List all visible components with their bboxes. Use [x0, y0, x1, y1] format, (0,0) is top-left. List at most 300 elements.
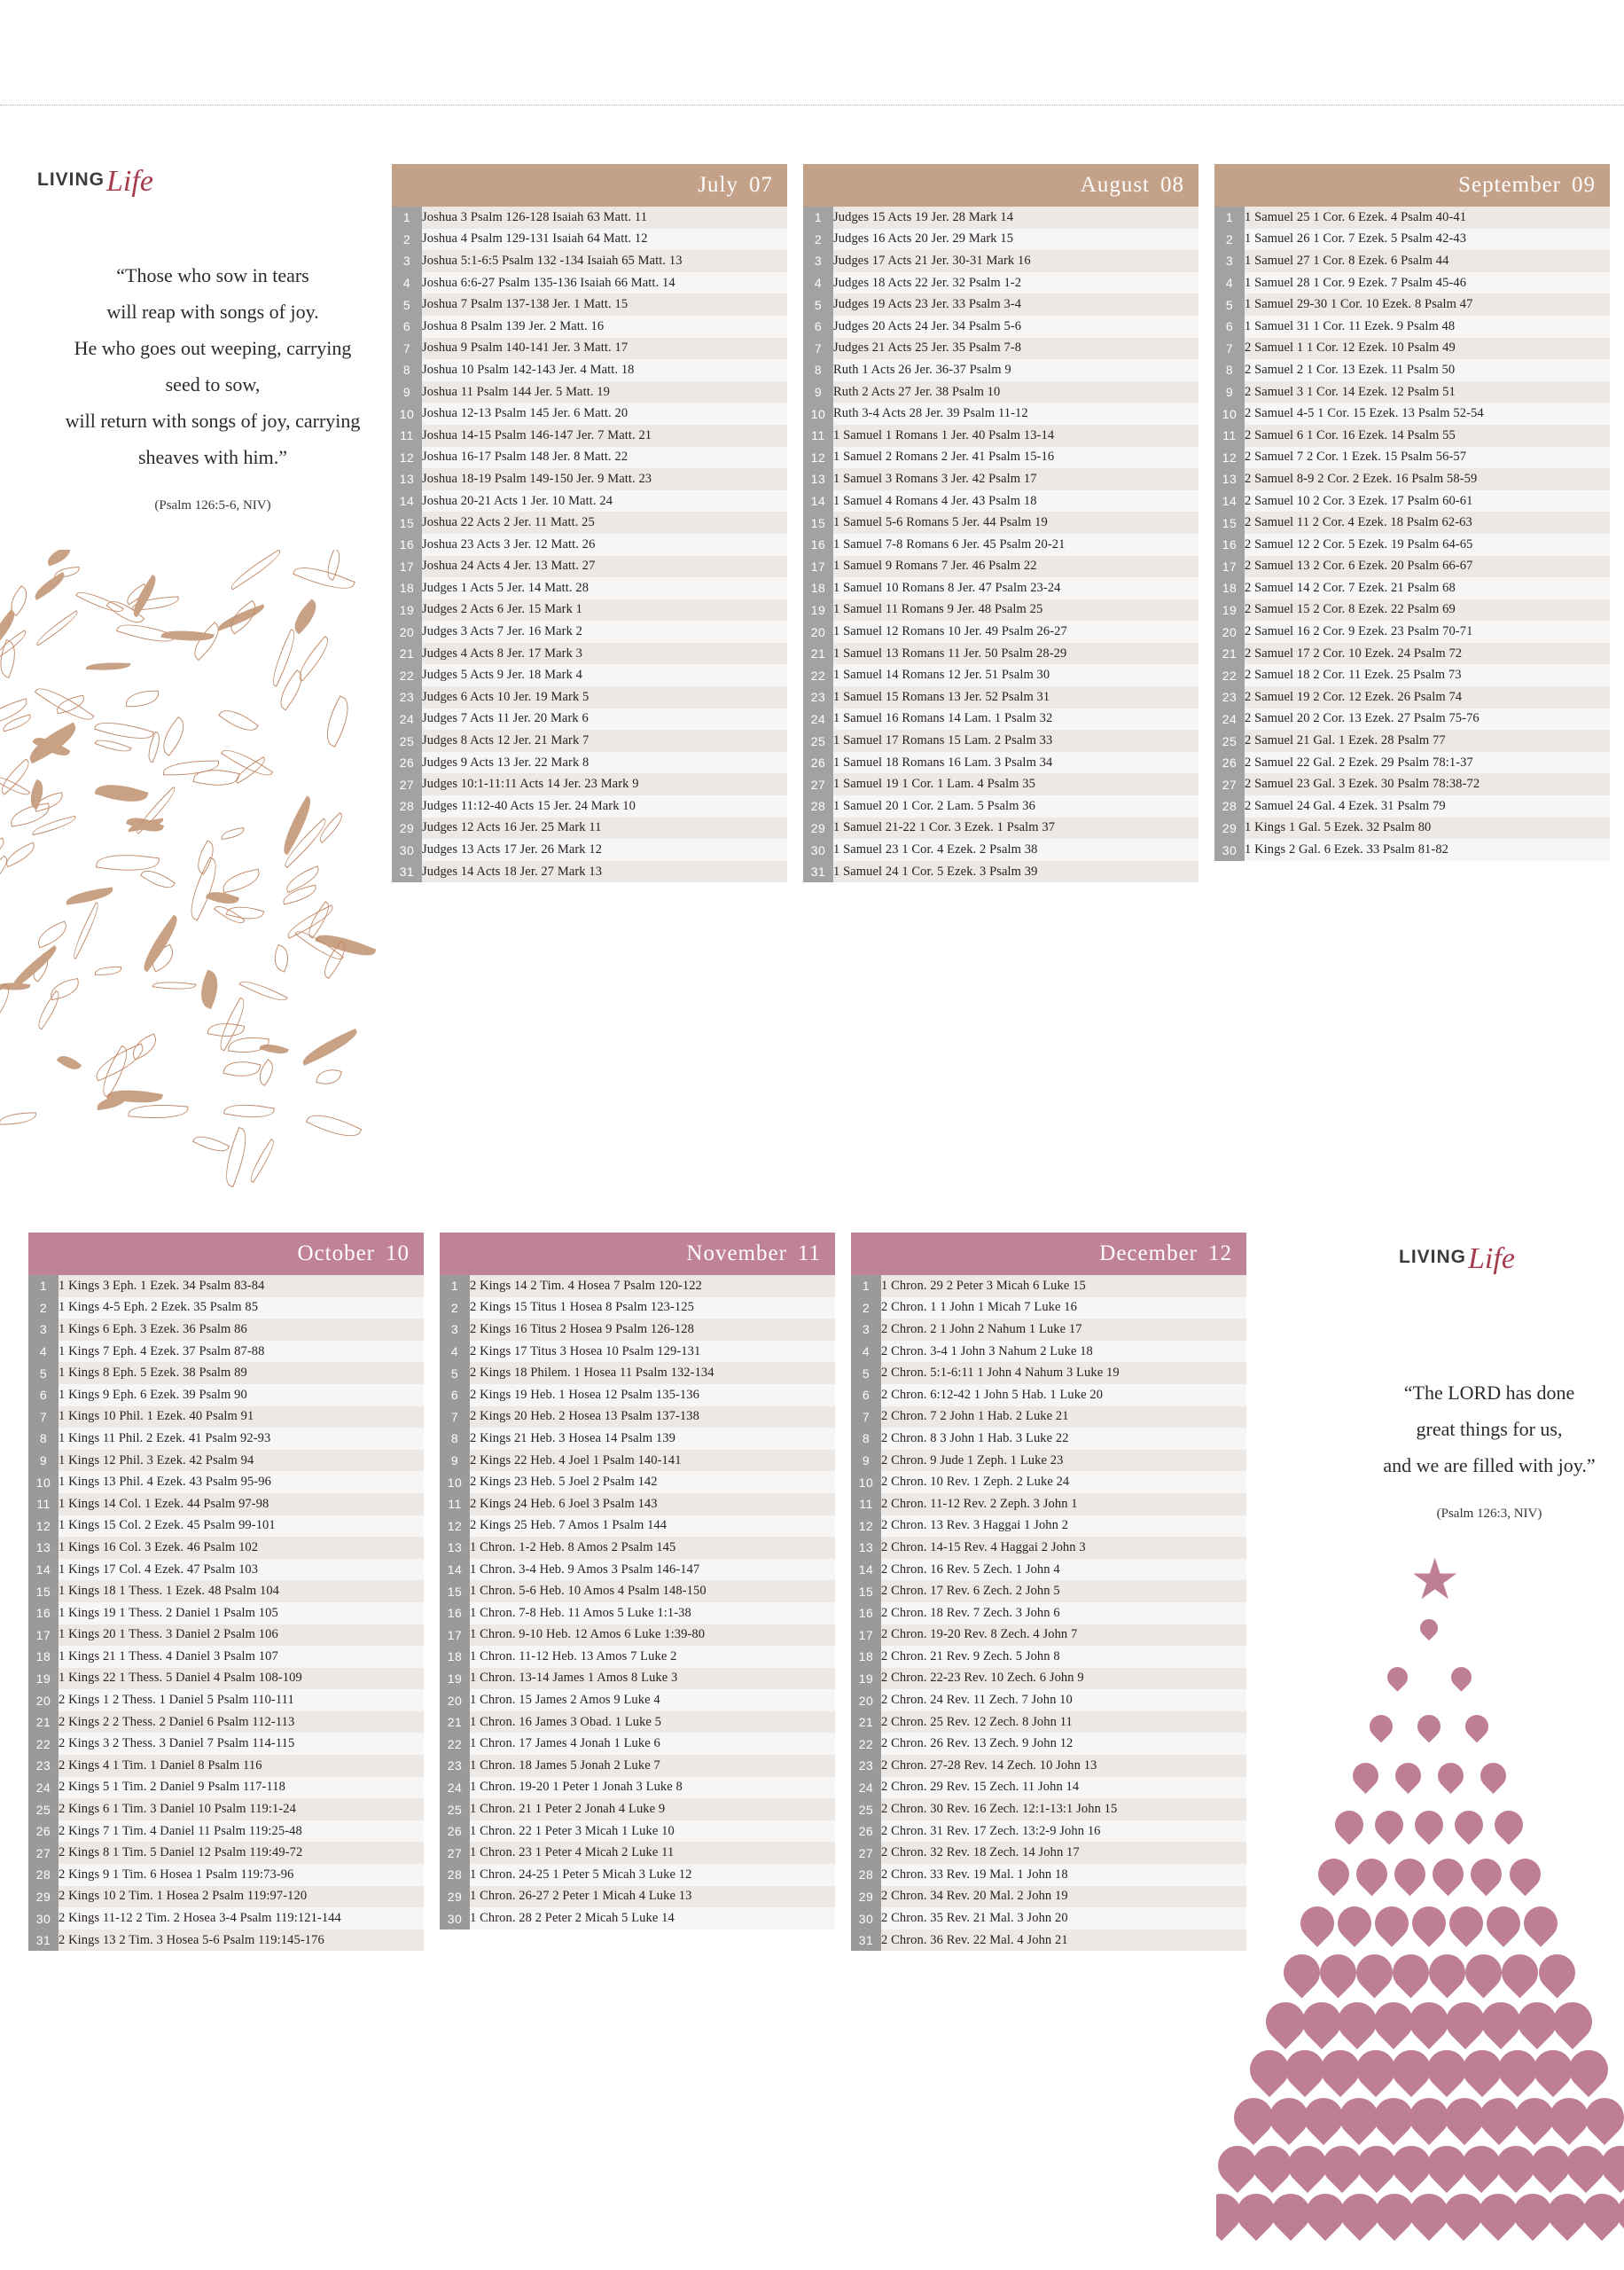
- daily-reading: 1 Samuel 4 Romans 4 Jer. 43 Psalm 18: [833, 490, 1198, 513]
- verse-bottom: [1303, 1374, 1624, 1532]
- day-number: 22: [803, 664, 833, 686]
- table-row: [803, 643, 1198, 665]
- table-row: [440, 1384, 835, 1406]
- day-number: 31: [851, 1930, 881, 1952]
- table-row: [392, 425, 787, 447]
- daily-reading: Judges 16 Acts 20 Jer. 29 Mark 15: [833, 229, 1198, 251]
- daily-reading: 2 Kings 24 Heb. 6 Joel 3 Psalm 143: [470, 1493, 835, 1515]
- day-number: 25: [1214, 730, 1245, 752]
- table-row: [803, 359, 1198, 381]
- day-number: 29: [1214, 818, 1245, 840]
- daily-reading: 1 Kings 11 Phil. 2 Ezek. 41 Psalm 92-93: [59, 1428, 424, 1450]
- tree-drop-shape: [1426, 1852, 1470, 1896]
- day-number: 2: [851, 1297, 881, 1319]
- daily-reading: Joshua 5:1-6:5 Psalm 132 -134 Isaiah 65 Matt. 13: [422, 250, 787, 272]
- reading-plan-table: [803, 207, 1198, 882]
- daily-reading: 1 Samuel 26 1 Cor. 7 Ezek. 5 Psalm 42-43: [1245, 229, 1610, 251]
- daily-reading: 1 Samuel 25 1 Cor. 6 Ezek. 4 Psalm 40-41: [1245, 207, 1610, 229]
- leaf-shape: [228, 1035, 269, 1055]
- day-number: 4: [1214, 272, 1245, 294]
- verse-line: “Those who sow in tears: [116, 264, 309, 286]
- star-icon: ★: [1409, 1548, 1461, 1611]
- day-number: 31: [28, 1930, 59, 1952]
- daily-reading: 2 Chron. 11-12 Rev. 2 Zeph. 3 John 1: [881, 1493, 1246, 1515]
- reading-plan-table: [28, 1275, 424, 1951]
- table-row: [851, 1471, 1246, 1493]
- table-row: [1214, 861, 1610, 883]
- daily-reading: 2 Samuel 24 Gal. 4 Ezek. 31 Psalm 79: [1245, 795, 1610, 818]
- verse-line: He who goes out weeping, carrying: [74, 337, 352, 359]
- day-number: 11: [1214, 425, 1245, 447]
- day-number: 10: [1214, 403, 1245, 425]
- table-row: [440, 1602, 835, 1624]
- day-number: 4: [851, 1341, 881, 1363]
- daily-reading: 2 Chron. 18 Rev. 7 Zech. 3 John 6: [881, 1602, 1246, 1624]
- daily-reading: 1 Kings 15 Col. 2 Ezek. 45 Psalm 99-101: [59, 1515, 424, 1538]
- leaf-shape: [57, 1051, 82, 1074]
- leaf-shape: [228, 550, 285, 591]
- day-number: 26: [803, 752, 833, 774]
- table-row: [392, 381, 787, 403]
- month-table-december: [851, 1233, 1246, 1951]
- tree-drop-shape: [1347, 1757, 1383, 1794]
- day-number: 25: [803, 730, 833, 752]
- table-row: [440, 1886, 835, 1908]
- table-row: [28, 1842, 424, 1864]
- daily-reading: 2 Chron. 29 Rev. 15 Zech. 11 John 14: [881, 1777, 1246, 1799]
- tree-drop-shape: [1488, 1804, 1528, 1844]
- daily-reading: 2 Chron. 25 Rev. 12 Zech. 8 John 11: [881, 1711, 1246, 1734]
- table-row: [392, 403, 787, 425]
- daily-reading: 1 Samuel 5-6 Romans 5 Jer. 44 Psalm 19: [833, 512, 1198, 534]
- daily-reading: 2 Chron. 32 Rev. 18 Zech. 14 John 17: [881, 1842, 1246, 1864]
- leaf-shape: [218, 703, 259, 738]
- table-row: [28, 1559, 424, 1581]
- table-row: [28, 1450, 424, 1472]
- day-number: 1: [803, 207, 833, 229]
- tree-drop-shape: [1503, 1852, 1546, 1896]
- table-row: [1214, 599, 1610, 622]
- daily-reading: 1 Samuel 17 Romans 15 Lam. 2 Psalm 33: [833, 730, 1198, 752]
- leaf-shape: [246, 1139, 278, 1183]
- table-row: [851, 1930, 1246, 1952]
- table-row: [1214, 403, 1610, 425]
- month-table-august: [803, 164, 1198, 882]
- table-row: [440, 1471, 835, 1493]
- leaf-shape: [34, 611, 82, 646]
- daily-reading: 2 Chron. 1 1 John 1 Micah 7 Luke 16: [881, 1297, 1246, 1319]
- daily-reading: Judges 14 Acts 18 Jer. 27 Mark 13: [422, 861, 787, 883]
- reading-plan-table: [851, 1275, 1246, 1951]
- tree-drop-shape: [1577, 2090, 1624, 2145]
- table-row: [440, 1777, 835, 1799]
- day-number: 8: [440, 1428, 470, 1450]
- table-row: [440, 1668, 835, 1690]
- table-row: [440, 1798, 835, 1820]
- day-number: 13: [28, 1537, 59, 1559]
- leaf-shape: [95, 967, 121, 975]
- daily-reading: 2 Chron. 34 Rev. 20 Mal. 2 John 19: [881, 1886, 1246, 1908]
- table-row: [851, 1515, 1246, 1538]
- verse-reference: (Psalm 126:5-6, NIV): [154, 498, 271, 513]
- daily-reading: 1 Chron. 29 2 Peter 3 Micah 6 Luke 15: [881, 1275, 1246, 1297]
- day-number: 23: [1214, 686, 1245, 708]
- table-row: [803, 272, 1198, 294]
- table-row: [851, 1319, 1246, 1341]
- tree-drop-shape: [1464, 1852, 1508, 1896]
- daily-reading: Judges 17 Acts 21 Jer. 30-31 Mark 16: [833, 250, 1198, 272]
- day-number: [1214, 861, 1245, 883]
- day-number: 29: [851, 1886, 881, 1908]
- table-row: [440, 1689, 835, 1711]
- day-number: 19: [392, 599, 422, 622]
- brand-logo-top: [37, 160, 153, 198]
- daily-reading: 1 Samuel 20 1 Cor. 2 Lam. 5 Psalm 36: [833, 795, 1198, 818]
- day-number: 13: [440, 1537, 470, 1559]
- day-number: 17: [392, 556, 422, 578]
- daily-reading: 2 Chron. 8 3 John 1 Hab. 3 Luke 22: [881, 1428, 1246, 1450]
- table-row: [392, 795, 787, 818]
- table-row: [1214, 818, 1610, 840]
- verse-line: sheaves with him.”: [137, 446, 288, 468]
- day-number: 3: [440, 1319, 470, 1341]
- daily-reading: 2 Chron. 3-4 1 John 3 Nahum 2 Luke 18: [881, 1341, 1246, 1363]
- daily-reading: 2 Samuel 11 2 Cor. 4 Ezek. 18 Psalm 62-63: [1245, 512, 1610, 534]
- day-number: 9: [440, 1450, 470, 1472]
- table-row: [803, 425, 1198, 447]
- day-number: 20: [851, 1689, 881, 1711]
- daily-reading: Judges 7 Acts 11 Jer. 20 Mark 6: [422, 708, 787, 731]
- table-row: [1214, 316, 1610, 338]
- table-row: [440, 1319, 835, 1341]
- day-number: 24: [28, 1777, 59, 1799]
- day-number: 2: [803, 229, 833, 251]
- daily-reading: Joshua 11 Psalm 144 Jer. 5 Matt. 19: [422, 381, 787, 403]
- table-row: [392, 207, 787, 229]
- day-number: 5: [28, 1362, 59, 1384]
- table-row: [28, 1537, 424, 1559]
- day-number: 19: [803, 599, 833, 622]
- day-number: 11: [803, 425, 833, 447]
- month-header: [1214, 164, 1610, 207]
- daily-reading: 2 Chron. 26 Rev. 13 Zech. 9 John 12: [881, 1733, 1246, 1755]
- table-row: [28, 1668, 424, 1690]
- day-number: 27: [1214, 773, 1245, 795]
- day-number: 22: [440, 1733, 470, 1755]
- day-number: 7: [1214, 338, 1245, 360]
- day-number: 13: [803, 468, 833, 490]
- month-name: December: [1099, 1241, 1198, 1265]
- daily-reading: 2 Chron. 16 Rev. 5 Zech. 1 John 4: [881, 1559, 1246, 1581]
- leaf-shape: [220, 868, 262, 893]
- table-row: [392, 556, 787, 578]
- day-number: 24: [851, 1777, 881, 1799]
- daily-reading: 2 Kings 7 1 Tim. 4 Daniel 11 Psalm 119:25-48: [59, 1820, 424, 1843]
- daily-reading: 1 Chron. 24-25 1 Peter 5 Micah 3 Luke 12: [470, 1864, 835, 1886]
- table-row: [440, 1493, 835, 1515]
- table-row: [392, 250, 787, 272]
- daily-reading: Joshua 6:6-27 Psalm 135-136 Isaiah 66 Matt. 14: [422, 272, 787, 294]
- day-number: 5: [440, 1362, 470, 1384]
- tree-drop-shape: [1388, 1852, 1432, 1896]
- table-row: [1214, 294, 1610, 316]
- daily-reading: 2 Chron. 24 Rev. 11 Zech. 7 John 10: [881, 1689, 1246, 1711]
- month-table-september: [1214, 164, 1610, 882]
- tree-drop-shape: [1517, 1899, 1565, 1947]
- daily-reading: 1 Chron. 1-2 Heb. 8 Amos 2 Psalm 145: [470, 1537, 835, 1559]
- table-row: [440, 1711, 835, 1734]
- table-row: [440, 1428, 835, 1450]
- day-number: 3: [392, 250, 422, 272]
- day-number: 26: [440, 1820, 470, 1843]
- daily-reading: 2 Chron. 10 Rev. 1 Zeph. 2 Luke 24: [881, 1471, 1246, 1493]
- daily-reading: Judges 18 Acts 22 Jer. 32 Psalm 1-2: [833, 272, 1198, 294]
- leaf-shape: [220, 827, 245, 840]
- table-row: [803, 686, 1198, 708]
- table-row: [851, 1362, 1246, 1384]
- daily-reading: 1 Chron. 13-14 James 1 Amos 8 Luke 3: [470, 1668, 835, 1690]
- day-number: 21: [851, 1711, 881, 1734]
- table-row: [1214, 752, 1610, 774]
- table-row: [392, 599, 787, 622]
- day-number: 15: [392, 512, 422, 534]
- table-row: [803, 468, 1198, 490]
- month-number: 12: [1208, 1241, 1232, 1265]
- daily-reading: 1 Samuel 29-30 1 Cor. 10 Ezek. 8 Psalm 47: [1245, 294, 1610, 316]
- day-number: 22: [851, 1733, 881, 1755]
- table-row: [803, 556, 1198, 578]
- table-row: [851, 1886, 1246, 1908]
- table-row: [440, 1362, 835, 1384]
- daily-reading: 1 Kings 20 1 Thess. 3 Daniel 2 Psalm 106: [59, 1624, 424, 1647]
- table-row: [440, 1275, 835, 1297]
- day-number: 10: [803, 403, 833, 425]
- daily-reading: 1 Samuel 12 Romans 10 Jer. 49 Psalm 26-27: [833, 621, 1198, 643]
- tree-drop-shape: [1369, 1804, 1409, 1844]
- daily-reading: 2 Kings 16 Titus 2 Hosea 9 Psalm 126-128: [470, 1319, 835, 1341]
- day-number: 4: [28, 1341, 59, 1363]
- table-row: [392, 294, 787, 316]
- table-row: [1214, 664, 1610, 686]
- daily-reading: 2 Samuel 8-9 2 Cor. 2 Ezek. 16 Psalm 58-59: [1245, 468, 1610, 490]
- table-row: [28, 1341, 424, 1363]
- daily-reading: 1 Samuel 9 Romans 7 Jer. 46 Psalm 22: [833, 556, 1198, 578]
- day-number: 25: [392, 730, 422, 752]
- leaf-shape: [293, 560, 355, 597]
- table-row: [440, 1646, 835, 1668]
- day-number: 7: [803, 338, 833, 360]
- month-table-november: [440, 1233, 835, 1951]
- day-number: 20: [440, 1689, 470, 1711]
- table-row: [440, 1450, 835, 1472]
- daily-reading: Judges 21 Acts 25 Jer. 35 Psalm 7-8: [833, 338, 1198, 360]
- daily-reading: 1 Chron. 7-8 Heb. 11 Amos 5 Luke 1:1-38: [470, 1602, 835, 1624]
- daily-reading: 1 Samuel 13 Romans 11 Jer. 50 Psalm 28-29: [833, 643, 1198, 665]
- daily-reading: 2 Kings 13 2 Tim. 3 Hosea 5-6 Psalm 119:145-176: [59, 1930, 424, 1952]
- reading-plan-table: [440, 1275, 835, 1951]
- tree-drop-shape: [1349, 1852, 1393, 1896]
- daily-reading: 1 Chron. 9-10 Heb. 12 Amos 6 Luke 1:39-80: [470, 1624, 835, 1647]
- daily-reading: 1 Samuel 16 Romans 14 Lam. 1 Psalm 32: [833, 708, 1198, 731]
- brand-logo-bottom: [1399, 1237, 1515, 1275]
- leaf-shape: [34, 680, 94, 728]
- table-row: [28, 1406, 424, 1429]
- table-row: [851, 1384, 1246, 1406]
- day-number: 10: [440, 1471, 470, 1493]
- daily-reading: Judges 15 Acts 19 Jer. 28 Mark 14: [833, 207, 1198, 229]
- daily-reading: Judges 4 Acts 8 Jer. 17 Mark 3: [422, 643, 787, 665]
- month-name: September: [1458, 173, 1561, 197]
- day-number: 14: [803, 490, 833, 513]
- tree-drop-shape: [1545, 1994, 1600, 2049]
- daily-reading: 1 Chron. 26-27 2 Peter 1 Micah 4 Luke 13: [470, 1886, 835, 1908]
- leaf-shape: [31, 572, 68, 600]
- leaf-shape: [97, 1095, 129, 1110]
- day-number: 17: [1214, 556, 1245, 578]
- day-number: 17: [803, 556, 833, 578]
- daily-reading: 1 Chron. 11-12 Heb. 13 Amos 7 Luke 2: [470, 1646, 835, 1668]
- table-row: [803, 708, 1198, 731]
- daily-reading: Joshua 24 Acts 4 Jer. 13 Matt. 27: [422, 556, 787, 578]
- day-number: 26: [1214, 752, 1245, 774]
- table-row: [1214, 643, 1610, 665]
- table-row: [440, 1755, 835, 1777]
- month-table-july: [392, 164, 787, 882]
- table-row: [1214, 512, 1610, 534]
- daily-reading: 2 Kings 21 Heb. 3 Hosea 14 Psalm 139: [470, 1428, 835, 1450]
- daily-reading: 2 Kings 5 1 Tim. 2 Daniel 9 Psalm 117-118: [59, 1777, 424, 1799]
- reading-plan-table: [1214, 207, 1610, 882]
- day-number: 15: [440, 1580, 470, 1602]
- table-row: [851, 1711, 1246, 1734]
- day-number: 28: [392, 795, 422, 818]
- day-number: 17: [440, 1624, 470, 1647]
- day-number: 2: [440, 1297, 470, 1319]
- day-number: 22: [28, 1733, 59, 1755]
- day-number: 6: [851, 1384, 881, 1406]
- day-number: 6: [392, 316, 422, 338]
- leaf-shape: [223, 1057, 261, 1081]
- table-row: [1214, 490, 1610, 513]
- daily-reading: 2 Kings 9 1 Tim. 6 Hosea 1 Psalm 119:73-96: [59, 1864, 424, 1886]
- table-row: [803, 818, 1198, 840]
- day-number: 26: [851, 1820, 881, 1843]
- day-number: 14: [28, 1559, 59, 1581]
- day-number: 1: [28, 1275, 59, 1297]
- daily-reading: Joshua 18-19 Psalm 149-150 Jer. 9 Matt. 23: [422, 468, 787, 490]
- day-number: 23: [803, 686, 833, 708]
- verse-top: [18, 257, 408, 524]
- table-row: [803, 381, 1198, 403]
- daily-reading: 2 Chron. 35 Rev. 21 Mal. 3 John 20: [881, 1907, 1246, 1930]
- daily-reading: 1 Kings 8 Eph. 5 Ezek. 38 Psalm 89: [59, 1362, 424, 1384]
- daily-reading: 1 Kings 2 Gal. 6 Ezek. 33 Psalm 81-82: [1245, 839, 1610, 861]
- day-number: 5: [851, 1362, 881, 1384]
- daily-reading: 1 Kings 17 Col. 4 Ezek. 47 Psalm 103: [59, 1559, 424, 1581]
- table-row: [28, 1319, 424, 1341]
- day-number: 11: [392, 425, 422, 447]
- day-number: 9: [803, 381, 833, 403]
- daily-reading: 2 Samuel 18 2 Cor. 11 Ezek. 25 Psalm 73: [1245, 664, 1610, 686]
- day-number: 15: [1214, 512, 1245, 534]
- day-number: 7: [851, 1406, 881, 1429]
- table-row: [440, 1580, 835, 1602]
- daily-reading: 1 Samuel 7-8 Romans 6 Jer. 45 Psalm 20-21: [833, 534, 1198, 556]
- day-number: 14: [1214, 490, 1245, 513]
- table-row: [392, 686, 787, 708]
- daily-reading: 2 Chron. 30 Rev. 16 Zech. 12:1-13:1 John 15: [881, 1798, 1246, 1820]
- table-row: [392, 272, 787, 294]
- table-row: [440, 1297, 835, 1319]
- table-row: [440, 1864, 835, 1886]
- day-number: 31: [392, 861, 422, 883]
- table-row: [28, 1711, 424, 1734]
- table-row: [28, 1362, 424, 1384]
- table-row: [392, 621, 787, 643]
- day-number: 1: [392, 207, 422, 229]
- month-table-october: [28, 1233, 424, 1951]
- table-row: [1214, 425, 1610, 447]
- daily-reading: 2 Chron. 31 Rev. 17 Zech. 13:2-9 John 16: [881, 1820, 1246, 1843]
- leaf-shape: [269, 944, 293, 972]
- verse-line: great things for us,: [1416, 1418, 1563, 1440]
- day-number: 2: [392, 229, 422, 251]
- day-number: 10: [851, 1471, 881, 1493]
- daily-reading: Judges 9 Acts 13 Jer. 22 Mark 8: [422, 752, 787, 774]
- top-divider: [0, 105, 1624, 106]
- table-row: [392, 839, 787, 861]
- table-row: [28, 1275, 424, 1297]
- month-header: [803, 164, 1198, 207]
- tree-drop-shape: [1461, 1710, 1494, 1743]
- leaf-shape: [86, 661, 130, 671]
- leaf-shape: [34, 920, 71, 948]
- daily-reading: 2 Samuel 4-5 1 Cor. 15 Ezek. 13 Psalm 52-54: [1245, 403, 1610, 425]
- table-row: [440, 1930, 835, 1952]
- daily-reading: Judges 6 Acts 10 Jer. 19 Mark 5: [422, 686, 787, 708]
- day-number: 19: [28, 1668, 59, 1690]
- day-number: 11: [851, 1493, 881, 1515]
- leaf-shape: [128, 1102, 188, 1122]
- table-row: [1214, 250, 1610, 272]
- day-number: 8: [392, 359, 422, 381]
- tree-drop-shape: [1405, 1899, 1453, 1947]
- day-number: 16: [392, 534, 422, 556]
- daily-reading: 1 Samuel 15 Romans 13 Jer. 52 Psalm 31: [833, 686, 1198, 708]
- daily-reading: Joshua 22 Acts 2 Jer. 11 Matt. 25: [422, 512, 787, 534]
- daily-reading: 1 Kings 14 Col. 1 Ezek. 44 Psalm 97-98: [59, 1493, 424, 1515]
- daily-reading: 2 Samuel 16 2 Cor. 9 Ezek. 23 Psalm 70-71: [1245, 621, 1610, 643]
- day-number: 28: [803, 795, 833, 818]
- tree-drop-shape: [1561, 2042, 1616, 2097]
- table-row: [28, 1798, 424, 1820]
- day-number: 23: [28, 1755, 59, 1777]
- table-row: [1214, 359, 1610, 381]
- day-number: 21: [803, 643, 833, 665]
- day-number: 8: [1214, 359, 1245, 381]
- daily-reading: 1 Kings 9 Eph. 6 Ezek. 39 Psalm 90: [59, 1384, 424, 1406]
- day-number: 13: [1214, 468, 1245, 490]
- table-row: [851, 1689, 1246, 1711]
- month-number: 11: [797, 1241, 821, 1265]
- table-row: [440, 1624, 835, 1647]
- daily-reading: 2 Chron. 19-20 Rev. 8 Zech. 4 John 7: [881, 1624, 1246, 1647]
- day-number: 9: [851, 1450, 881, 1472]
- table-row: [803, 229, 1198, 251]
- day-number: 23: [392, 686, 422, 708]
- daily-reading: 2 Chron. 21 Rev. 9 Zech. 5 John 8: [881, 1646, 1246, 1668]
- day-number: 2: [1214, 229, 1245, 251]
